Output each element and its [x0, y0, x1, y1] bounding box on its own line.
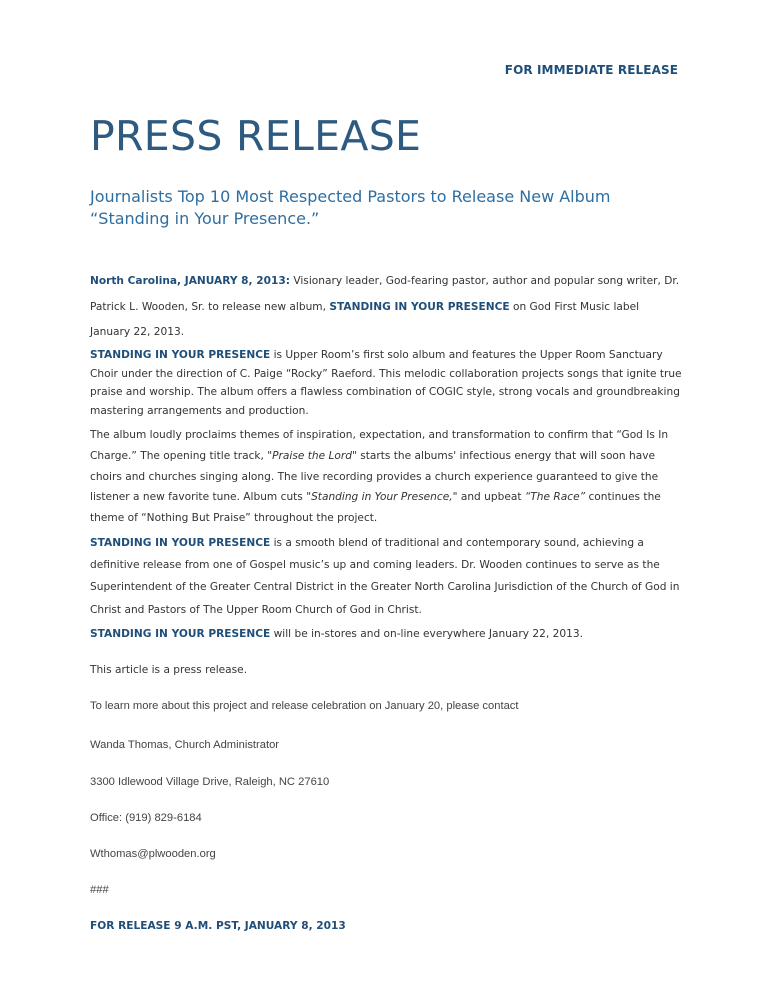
contact-intro: To learn more about this project and release celebration on January 20, please contact [90, 700, 519, 712]
contact-office-phone: Office: (919) 829-6184 [90, 812, 202, 824]
paragraph-dateline [90, 269, 682, 346]
album-name: STANDING IN YOUR PRESENCE [329, 300, 510, 313]
paragraph-text: Visionary leader, God-fearing pastor, author and popular song writer, Dr. Patrick L. Wooden, Sr. to release new album, [90, 275, 680, 313]
paragraph-text: The album loudly proclaims themes of inspiration, expectation, and transformation to confirm that “God Is In Charge.” The opening title track, [90, 429, 669, 462]
page-title: PRESS RELEASE [90, 112, 422, 160]
track-title: "Standing in Your Presence," [306, 491, 458, 504]
contact-email: Wthomas@plwooden.org [90, 848, 216, 860]
album-name: STANDING IN YOUR PRESENCE [90, 537, 271, 549]
paragraph-availability [90, 626, 682, 642]
paragraph-text: continues the theme of “Nothing But Praise” throughout the project. [90, 491, 661, 525]
paragraph-album-intro [90, 346, 682, 420]
paragraph-text: is Upper Room’s first solo album and features the Upper Room Sanctuary Choir under the direction of C. Paige “Rocky” Raeford. This melodic collaboration projects songs that ignite true praise and worship. The album offers a flawless combination of COGIC style, strong vocals and groundbreaking mastering arrangements and production. [90, 349, 682, 417]
paragraph-themes [90, 425, 682, 529]
track-title: "Praise the Lord" [267, 449, 357, 462]
contact-address: 3300 Idlewood Village Drive, Raleigh, NC 27610 [90, 776, 330, 788]
paragraph-text: is a smooth blend of traditional and contemporary sound, achieving a definitive release from one of Gospel music’s up and coming leaders. Dr. Wooden continues to serve as the Superintendent of the Greater Central District in the Greater North Carolina Jurisdiction of the Church of God in Christ and Pastors of The Upper Room Church of God in Christ. [90, 537, 680, 616]
end-mark: ### [90, 884, 109, 896]
album-name: STANDING IN YOUR PRESENCE [90, 628, 271, 640]
contact-name: Wanda Thomas, Church Administrator [90, 739, 280, 751]
paragraph-text: on God First Music label January 22, 2013. [90, 300, 640, 338]
subtitle-line-1: Journalists Top 10 Most Respected Pastors to Release New Album [90, 187, 611, 206]
paragraph-note: This article is a press release. [90, 664, 248, 676]
track-title: “The Race” [524, 491, 586, 504]
dateline: North Carolina, JANUARY 8, 2013: [90, 275, 290, 287]
subtitle [90, 186, 690, 230]
paragraph-text: will be in-stores and on-line everywhere January 22, 2013. [270, 628, 583, 640]
paragraph-text: and upbeat [457, 491, 525, 504]
paragraph-text: starts the albums' infectious energy that will soon have choirs and churches singing along. The live recording provides a church experience guaranteed to give the listener a new favorite tune. Album cuts [90, 449, 659, 504]
subtitle-line-2: “Standing in Your Presence.” [90, 209, 320, 228]
release-time-footer: FOR RELEASE 9 A.M. PST, JANUARY 8, 2013 [90, 920, 346, 932]
album-name: STANDING IN YOUR PRESENCE [90, 349, 271, 361]
paragraph-sound [90, 532, 682, 621]
immediate-release-tag: FOR IMMEDIATE RELEASE [504, 63, 678, 77]
